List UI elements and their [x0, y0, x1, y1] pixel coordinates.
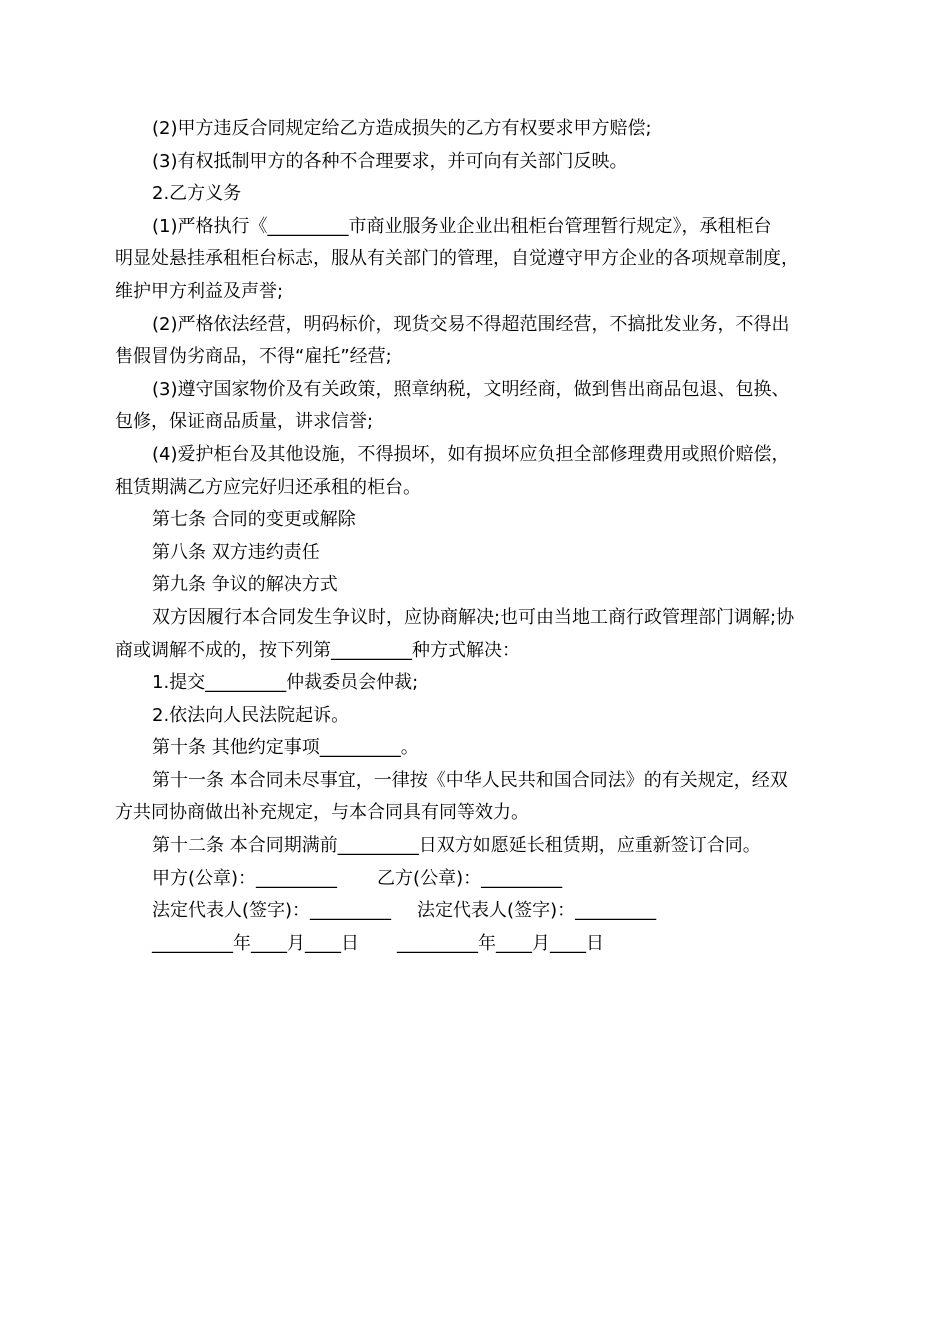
party-b-representative: 法定代表人(签字)：_________ — [417, 900, 657, 922]
article-7-heading: 第七条 合同的变更或解除 — [152, 509, 356, 531]
clause-b-3-line2: 包修，保证商品质量，讲求信誉; — [115, 411, 374, 433]
article-12: 第十二条 本合同期满前_________日双方如愿延长租赁期，应重新签订合同。 — [152, 835, 761, 857]
seal-row — [115, 863, 833, 896]
party-a-representative: 法定代表人(签字)：_________ — [152, 900, 392, 922]
article-8-heading: 第八条 双方违约责任 — [152, 541, 320, 563]
clause-b-2-line1: (2)严格依法经营，明码标价，现货交易不得超范围经营，不搞批发业务，不得出 — [152, 313, 790, 335]
representative-row — [115, 895, 833, 928]
clause-b-1-line2: 明显处悬挂承租柜台标志，服从有关部门的管理，自觉遵守甲方企业的各项规章制度， — [115, 248, 799, 270]
article-11-line2: 方共同协商做出补充规定，与本合同具有同等效力。 — [115, 802, 529, 824]
article-9-heading: 第九条 争议的解决方式 — [152, 574, 338, 596]
litigation-option: 2.依法向人民法院起诉。 — [152, 704, 350, 726]
arbitration-option: 1.提交_________仲裁委员会仲裁; — [152, 672, 419, 694]
article-11-line1: 第十一条 本合同未尽事宜，一律按《中华人民共和国合同法》的有关规定，经双 — [152, 769, 788, 791]
clause-a-2: (2)甲方违反合同规定给乙方造成损失的乙方有权要求甲方赔偿; — [152, 118, 652, 139]
section-party-b-duties: 2.乙方义务 — [152, 183, 242, 205]
party-a-seal: 甲方(公章)：_________ — [152, 867, 338, 889]
clause-a-3: (3)有权抵制甲方的各种不合理要求，并可向有关部门反映。 — [152, 150, 628, 172]
article-10-heading: 第十条 其他约定事项_________。 — [152, 737, 419, 759]
clause-b-1-line1: (1)严格执行《_________市商业服务业企业出租柜台管理暂行规定》，承租柜台 — [152, 215, 772, 237]
party-a-date: _________年____月____日 — [152, 932, 359, 954]
clause-b-2-line2: 售假冒伪劣商品，不得“雇托”经营; — [115, 346, 392, 368]
clause-b-1-line3: 维护甲方利益及声誉; — [115, 280, 284, 302]
party-b-seal: 乙方(公章)：_________ — [377, 867, 563, 889]
dispute-resolution-line2: 商或调解不成的，按下列第_________种方式解决： — [115, 639, 520, 661]
date-row — [115, 928, 833, 961]
dispute-resolution-line1: 双方因履行本合同发生争议时，应协商解决;也可由当地工商行政管理部门调解;协 — [152, 606, 795, 628]
party-b-date: _________年____月____日 — [397, 932, 604, 954]
contract-body — [115, 113, 833, 960]
clause-b-4-line1: (4)爱护柜台及其他设施，不得损坏，如有损坏应负担全部修理费用或照价赔偿， — [152, 443, 790, 465]
clause-b-3-line1: (3)遵守国家物价及有关政策，照章纳税，文明经商，做到售出商品包退、包换、 — [152, 378, 790, 400]
clause-b-4-line2: 租赁期满乙方应完好归还承租的柜台。 — [115, 476, 421, 498]
